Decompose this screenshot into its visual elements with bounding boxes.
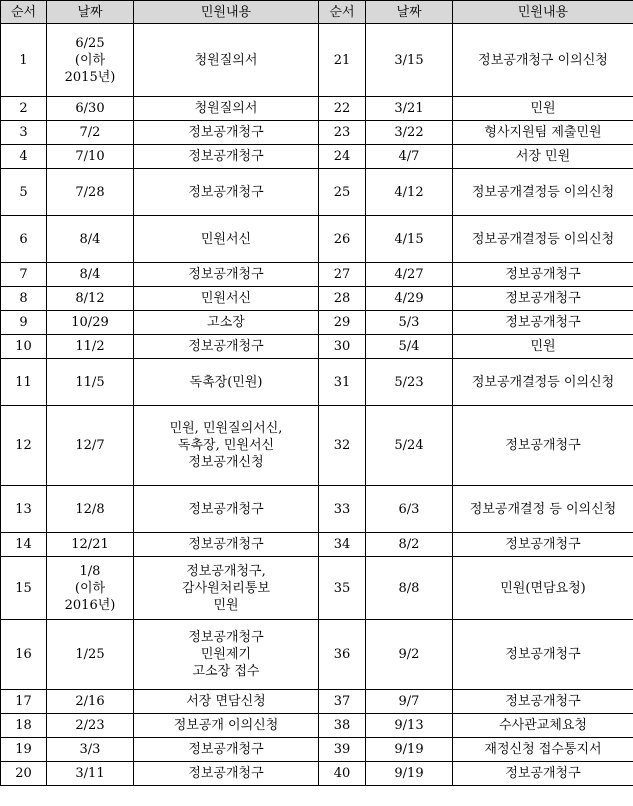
- table-row: [1, 216, 633, 263]
- row-date-left: [47, 557, 134, 620]
- row-content-right-line: 정보공개결정등 이의신청: [471, 374, 615, 390]
- row-date-left-line: 8/4: [79, 267, 101, 282]
- row-date-left-line: (이하: [74, 52, 106, 68]
- row-date-left: [47, 359, 134, 406]
- row-no-right: 39: [319, 738, 366, 762]
- row-date-left-line: 11/5: [75, 374, 105, 390]
- row-date-right: [366, 335, 453, 359]
- row-content-right: [453, 311, 633, 335]
- row-content-left-line: 독촉장(민원): [189, 374, 263, 390]
- row-date-left-line: 8/4: [79, 231, 101, 247]
- row-no-right: 31: [319, 359, 366, 406]
- row-date-right: [366, 557, 453, 620]
- row-no-left: 8: [1, 287, 47, 311]
- row-content-left-line: 정보공개청구: [188, 766, 264, 781]
- row-date-right: [366, 287, 453, 311]
- row-date-right: [366, 97, 453, 121]
- row-no-right: 24: [319, 145, 366, 169]
- row-no-left: 6: [1, 216, 47, 263]
- row-content-right: [453, 145, 633, 169]
- row-content-right-line: 민원: [530, 101, 556, 116]
- table-row: [1, 97, 633, 121]
- row-content-left-line: 고소장 접수: [192, 664, 260, 679]
- row-content-left: [134, 335, 319, 359]
- row-no-right: 29: [319, 311, 366, 335]
- row-no-left: 4: [1, 145, 47, 169]
- row-content-left-line: 정보공개청구: [188, 125, 264, 140]
- row-content-left-line: 민원제기: [200, 647, 252, 662]
- row-content-right-line: 정보공개결정등 이의신청: [471, 184, 615, 200]
- row-date-left-line: 1/8: [79, 563, 101, 579]
- row-no-left: 1: [1, 24, 47, 97]
- row-no-right: 38: [319, 714, 366, 738]
- row-date-left: [47, 533, 134, 557]
- row-no-right: 37: [319, 690, 366, 714]
- row-content-right: [453, 620, 633, 690]
- row-content-right: [453, 690, 633, 714]
- row-content-right-line: 정보공개청구: [505, 267, 581, 282]
- row-date-left: [47, 335, 134, 359]
- row-no-right: 35: [319, 557, 366, 620]
- row-content-right-line: 민원: [530, 339, 556, 354]
- row-content-right: [453, 714, 633, 738]
- row-content-left: [134, 406, 319, 486]
- row-date-right: [366, 762, 453, 786]
- row-date-left-line: 7/2: [79, 125, 101, 140]
- table-row: [1, 311, 633, 335]
- table-row: [1, 486, 633, 533]
- row-content-right: [453, 216, 633, 263]
- row-date-right: [366, 486, 453, 533]
- table-row: [1, 738, 633, 762]
- row-date-left: [47, 169, 134, 216]
- table-row: [1, 690, 633, 714]
- row-content-right-line: 정보공개결정 등 이의신청: [469, 501, 617, 517]
- row-date-right-line: 9/13: [394, 718, 424, 733]
- row-content-left-line: 정보공개청구: [188, 149, 264, 164]
- row-date-left-line: 8/12: [75, 291, 105, 306]
- row-date-right: [366, 263, 453, 287]
- row-date-right: [366, 121, 453, 145]
- header-date-right: 날짜: [366, 1, 453, 24]
- row-date-left-line: 12/8: [75, 501, 105, 517]
- row-content-left: [134, 533, 319, 557]
- row-date-right-line: 9/19: [394, 742, 424, 757]
- row-content-left: [134, 690, 319, 714]
- table-row: [1, 762, 633, 786]
- row-date-right-line: 5/24: [394, 438, 424, 453]
- row-content-left-line: 감사원처리통보: [182, 580, 270, 596]
- row-no-right: 30: [319, 335, 366, 359]
- row-date-right-line: 4/29: [394, 291, 424, 306]
- row-no-left: 12: [1, 406, 47, 486]
- row-date-left: [47, 762, 134, 786]
- row-content-right-line: 서장 민원: [515, 149, 571, 164]
- row-date-left-line: 10/29: [71, 315, 109, 330]
- row-date-left-line: 2016년): [64, 597, 116, 613]
- row-content-right: [453, 263, 633, 287]
- row-content-right-line: 민원(면담요청): [500, 580, 586, 596]
- row-content-left-line: 정보공개청구: [188, 501, 264, 517]
- row-no-left: 7: [1, 263, 47, 287]
- row-date-left-line: 6/30: [75, 101, 105, 116]
- row-no-right: 32: [319, 406, 366, 486]
- row-content-right-line: 재정신청 접수통지서: [484, 742, 602, 757]
- row-content-left-line: 정보공개청구,: [186, 563, 266, 579]
- row-no-left: 19: [1, 738, 47, 762]
- row-no-right: 28: [319, 287, 366, 311]
- row-date-left-line: 7/10: [75, 149, 105, 164]
- row-no-left: 18: [1, 714, 47, 738]
- table-row: [1, 557, 633, 620]
- row-content-left: [134, 145, 319, 169]
- row-no-left: 11: [1, 359, 47, 406]
- row-date-right-line: 5/4: [398, 339, 420, 354]
- row-content-left: [134, 738, 319, 762]
- row-date-left-line: 1/25: [75, 647, 105, 662]
- row-content-left: [134, 620, 319, 690]
- row-date-right-line: 9/7: [398, 694, 420, 709]
- row-content-left-line: 고소장: [207, 315, 245, 330]
- row-date-right-line: 5/3: [398, 315, 420, 330]
- row-content-left-line: 정보공개청구: [188, 537, 264, 552]
- row-no-left: 13: [1, 486, 47, 533]
- row-date-right: [366, 169, 453, 216]
- row-date-left: [47, 287, 134, 311]
- row-date-left: [47, 216, 134, 263]
- row-content-right-line: 형사지원팀 제출민원: [484, 125, 602, 140]
- row-date-left: [47, 24, 134, 97]
- row-content-right: [453, 762, 633, 786]
- row-date-right: [366, 311, 453, 335]
- row-content-right-line: 정보공개청구: [505, 766, 581, 781]
- row-date-right: [366, 533, 453, 557]
- row-no-right: 27: [319, 263, 366, 287]
- row-no-right: 23: [319, 121, 366, 145]
- row-date-left-line: 12/21: [71, 537, 109, 552]
- row-content-left-line: 민원서신: [200, 291, 252, 306]
- row-date-left-line: 2015년): [64, 69, 116, 85]
- row-content-right-line: 정보공개청구: [505, 647, 581, 662]
- row-no-left: 15: [1, 557, 47, 620]
- row-content-left-line: 청원질의서: [194, 101, 258, 116]
- row-content-right: [453, 287, 633, 311]
- row-date-left: [47, 714, 134, 738]
- table-row: [1, 335, 633, 359]
- row-date-right-line: 9/2: [398, 647, 420, 662]
- row-date-left: [47, 121, 134, 145]
- row-date-left-line: (이하: [74, 580, 106, 596]
- row-date-right-line: 3/21: [394, 101, 424, 116]
- row-content-right: [453, 533, 633, 557]
- row-content-left-line: 정보공개청구: [188, 742, 264, 757]
- row-date-left-line: 12/7: [75, 438, 105, 453]
- row-content-right-line: 정보공개청구 이의신청: [478, 52, 608, 68]
- row-content-left-line: 민원서신: [200, 231, 252, 247]
- row-date-left: [47, 311, 134, 335]
- header-date-left: 날짜: [47, 1, 134, 24]
- row-date-right-line: 3/22: [394, 125, 424, 140]
- row-date-left: [47, 620, 134, 690]
- row-content-right-line: 수사관교체요청: [499, 718, 587, 733]
- row-date-left-line: 2/16: [75, 694, 105, 709]
- row-content-left-line: 정보공개청구: [188, 630, 264, 645]
- header-content-right: 민원내용: [453, 1, 633, 24]
- row-no-right: 21: [319, 24, 366, 97]
- row-no-left: 5: [1, 169, 47, 216]
- table-row: [1, 287, 633, 311]
- row-content-right: [453, 335, 633, 359]
- row-date-right-line: 9/19: [394, 766, 424, 781]
- row-date-right-line: 8/8: [398, 580, 420, 596]
- row-content-right: [453, 738, 633, 762]
- row-date-right: [366, 714, 453, 738]
- row-no-left: 14: [1, 533, 47, 557]
- table-row: [1, 714, 633, 738]
- row-content-left-line: 서장 면담신청: [186, 694, 266, 709]
- row-content-left-line: 독촉장, 민원서신: [177, 438, 275, 453]
- row-date-left: [47, 406, 134, 486]
- row-no-right: 34: [319, 533, 366, 557]
- row-content-right: [453, 557, 633, 620]
- row-date-right-line: 4/27: [394, 267, 424, 282]
- row-content-right-line: 정보공개청구: [505, 291, 581, 306]
- row-date-left-line: 7/28: [75, 184, 105, 200]
- table-body: [1, 24, 633, 786]
- row-date-right-line: 6/3: [398, 501, 420, 517]
- row-date-left-line: 2/23: [75, 718, 105, 733]
- row-content-left: [134, 169, 319, 216]
- row-date-right: [366, 406, 453, 486]
- row-no-left: 10: [1, 335, 47, 359]
- table-row: [1, 169, 633, 216]
- row-no-left: 2: [1, 97, 47, 121]
- row-no-right: 36: [319, 620, 366, 690]
- row-date-right-line: 3/15: [394, 52, 424, 68]
- row-content-left-line: 청원질의서: [194, 52, 258, 68]
- row-date-left: [47, 145, 134, 169]
- row-no-left: 9: [1, 311, 47, 335]
- row-date-right: [366, 216, 453, 263]
- row-content-right: [453, 486, 633, 533]
- header-no-right: 순서: [319, 1, 366, 24]
- row-content-left-line: 정보공개신청: [188, 455, 264, 470]
- row-date-left: [47, 690, 134, 714]
- row-content-left: [134, 97, 319, 121]
- table-row: [1, 24, 633, 97]
- row-date-right: [366, 620, 453, 690]
- row-content-left: [134, 24, 319, 97]
- row-content-right-line: 정보공개청구: [505, 537, 581, 552]
- row-date-right: [366, 738, 453, 762]
- row-content-left: [134, 311, 319, 335]
- row-content-left: [134, 762, 319, 786]
- row-date-right: [366, 359, 453, 406]
- row-date-left: [47, 738, 134, 762]
- row-content-left: [134, 359, 319, 406]
- header-row: [1, 1, 633, 24]
- table-row: [1, 263, 633, 287]
- row-date-left-line: 6/25: [75, 35, 105, 51]
- row-no-left: 17: [1, 690, 47, 714]
- row-no-left: 20: [1, 762, 47, 786]
- table-row: [1, 406, 633, 486]
- row-date-left: [47, 486, 134, 533]
- row-date-left-line: 11/2: [75, 339, 105, 354]
- row-date-right-line: 5/23: [394, 374, 424, 390]
- row-content-left: [134, 216, 319, 263]
- row-content-right: [453, 406, 633, 486]
- table-row: [1, 620, 633, 690]
- row-no-left: 16: [1, 620, 47, 690]
- row-content-right-line: 정보공개청구: [505, 315, 581, 330]
- table-row: [1, 145, 633, 169]
- row-content-right-line: 정보공개결정등 이의신청: [471, 231, 615, 247]
- row-content-left-line: 정보공개청구: [188, 339, 264, 354]
- row-no-right: 40: [319, 762, 366, 786]
- row-content-left: [134, 557, 319, 620]
- row-content-right-line: 정보공개청구: [505, 438, 581, 453]
- row-content-left-line: 정보공개청구: [188, 267, 264, 282]
- row-content-left: [134, 714, 319, 738]
- row-date-right: [366, 24, 453, 97]
- table-row: [1, 359, 633, 406]
- row-date-right: [366, 690, 453, 714]
- row-content-right: [453, 97, 633, 121]
- row-no-right: 26: [319, 216, 366, 263]
- row-no-left: 3: [1, 121, 47, 145]
- row-content-right: [453, 169, 633, 216]
- row-date-left-line: 3/3: [79, 742, 101, 757]
- row-content-left-line: 민원, 민원질의서신,: [169, 421, 283, 436]
- row-date-right: [366, 145, 453, 169]
- row-content-right: [453, 359, 633, 406]
- row-content-left: [134, 121, 319, 145]
- row-content-left: [134, 287, 319, 311]
- row-content-left-line: 정보공개청구: [188, 184, 264, 200]
- row-date-left-line: 3/11: [75, 766, 105, 781]
- row-date-right-line: 8/2: [398, 537, 420, 552]
- row-no-right: 33: [319, 486, 366, 533]
- row-no-right: 25: [319, 169, 366, 216]
- row-date-left: [47, 97, 134, 121]
- row-date-right-line: 4/15: [394, 231, 424, 247]
- header-no-left: 순서: [1, 1, 47, 24]
- row-content-right: [453, 121, 633, 145]
- header-content-left: 민원내용: [134, 1, 319, 24]
- row-date-right-line: 4/12: [394, 184, 424, 200]
- table-row: [1, 121, 633, 145]
- row-content-right: [453, 24, 633, 97]
- row-content-right-line: 정보공개청구: [505, 694, 581, 709]
- row-date-left: [47, 263, 134, 287]
- row-content-left: [134, 486, 319, 533]
- row-no-right: 22: [319, 97, 366, 121]
- row-content-left-line: 정보공개 이의신청: [173, 718, 279, 733]
- row-content-left: [134, 263, 319, 287]
- table-row: [1, 533, 633, 557]
- row-content-left-line: 민원: [213, 597, 239, 613]
- row-date-right-line: 4/7: [398, 149, 420, 164]
